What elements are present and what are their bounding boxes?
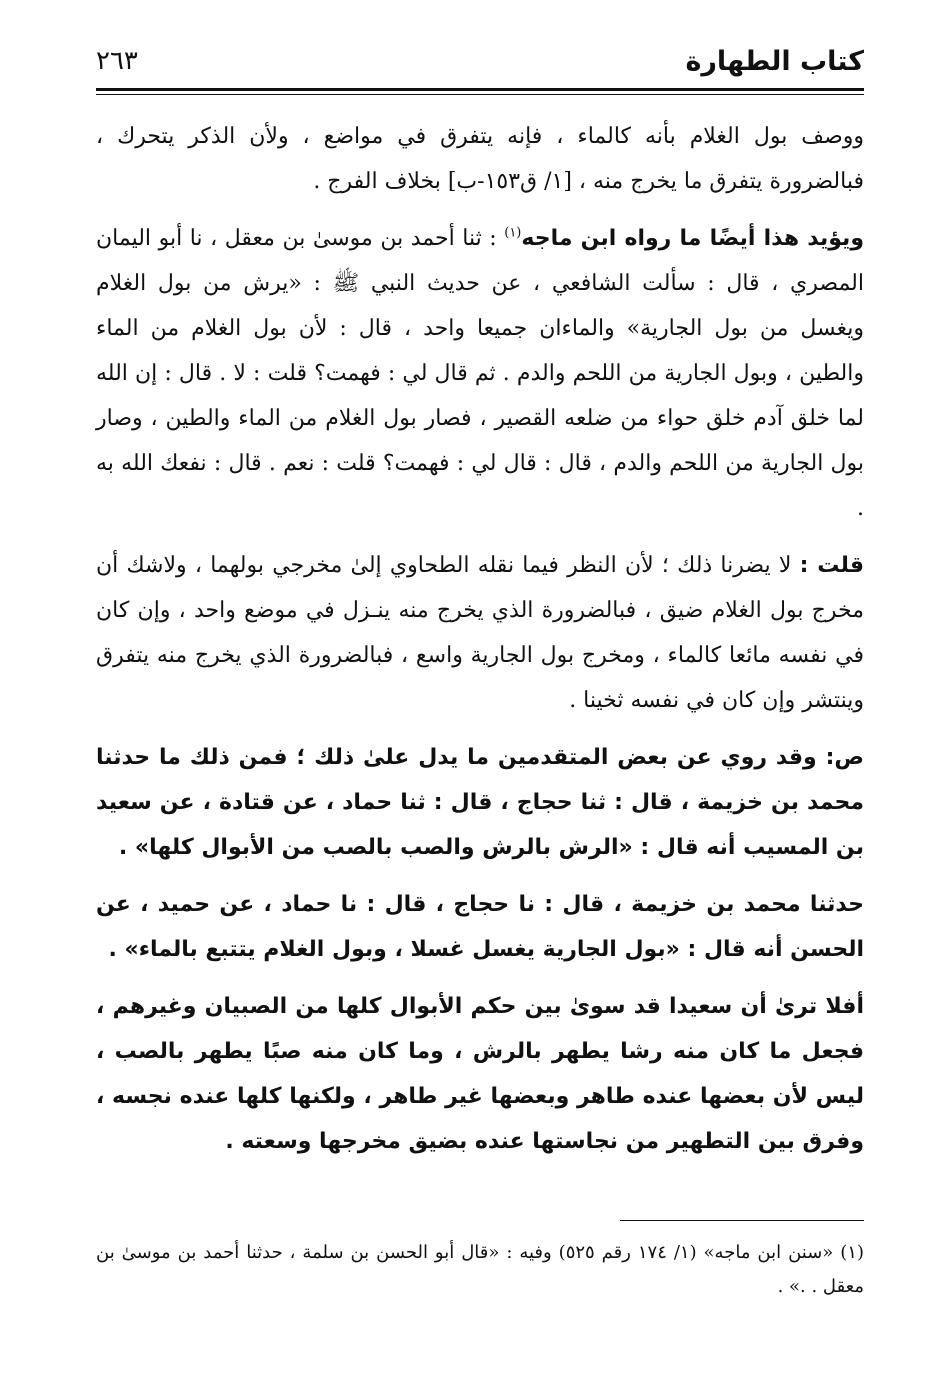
paragraph-text: حدثنا محمد بن خزيمة ، قال : نا حجاج ، قال : نا حماد ، عن حميد ، عن الحسن أنه قال : «بول الجارية يغسل غسلا ، وبول الغلام يتتبع بالماء» .: [96, 892, 864, 962]
header-rule-thin: [96, 94, 864, 95]
footnote-text: (١) «سنن ابن ماجه» (١/ ١٧٤ رقم ٥٢٥) وفيه : «قال أبو الحسن بن سلمة ، حدثنا أحمد بن موسىٰ بن معقل . .» .: [96, 1242, 864, 1297]
footnote: [96, 1236, 864, 1304]
paragraph-lead: قلت :: [799, 553, 864, 578]
paragraph-lead: ويؤيد هذا أيضًا ما رواه ابن ماجه: [521, 226, 864, 251]
page-number: ٢٦٣: [96, 46, 138, 76]
header-rule-thick: [96, 88, 864, 91]
paragraph-text: : ثنا أحمد بن موسىٰ بن معقل ، نا أبو اليمان المصري ، قال : سألت الشافعي ، عن حديث النبي ﷺ : «يرش من بول الغلام ويغسل من بول الجارية» والماءان جميعا واحد ، قال : لأن بول الغلام من الماء والطين ، وبول الجارية من اللحم والدم . ثم قال لي : فهمت؟ قلت : لا . قال : إن الله لما خلق آدم خلق حواء من ضلعه القصير ، فصار بول الغلام من الماء والطين ، وصار بول الجارية من اللحم والدم ، قال : قال لي : فهمت؟ قلت : نعم . قال : نفعك الله به .: [96, 226, 864, 521]
paragraph-text: لا يضرنا ذلك ؛ لأن النظر فيما نقله الطحاوي إلىٰ مخرجي بولهما ، ولاشك أن مخرج بول الغلام ضيق ، فبالضرورة الذي يخرج منه ينـزل في موضع واحد ، وإن كان في نفسه مائعا كالماء ، ومخرج بول الجارية واسع ، فبالضرورة الذي يخرج منه يتفرق وينتشر وإن كان في نفسه ثخينا .: [96, 553, 864, 713]
footnote-reference: (١): [504, 225, 522, 241]
chapter-title: كتاب الطهارة: [685, 46, 864, 77]
paragraph-2: [96, 216, 864, 531]
paragraph-text: ووصف بول الغلام بأنه كالماء ، فإنه يتفرق في مواضع ، ولأن الذكر يتحرك ، فبالضرورة يتفرق ما يخرج منه ، [١/ ق١٥٣-ب] بخلاف الفرج .: [96, 124, 864, 194]
paragraph-4: [96, 735, 864, 870]
paragraph-1: [96, 114, 864, 204]
paragraph-5: [96, 882, 864, 972]
main-text: [96, 114, 864, 1176]
running-header: [96, 40, 864, 84]
paragraph-text: ص: وقد روي عن بعض المتقدمين ما يدل علىٰ ذلك ؛ فمن ذلك ما حدثنا محمد بن خزيمة ، قال : ثنا حجاج ، قال : ثنا حماد ، عن قتادة ، عن سعيد بن المسيب أنه قال : «الرش بالرش والصب بالصب من الأبوال كلها» .: [96, 745, 864, 860]
paragraph-3: [96, 543, 864, 723]
paragraph-6: [96, 984, 864, 1164]
paragraph-text: أفلا ترىٰ أن سعيدا قد سوىٰ بين حكم الأبوال كلها من الصبيان وغيرهم ، فجعل ما كان منه رشا يطهر بالرش ، وما كان منه صبًا يطهر بالصب ، ليس لأن بعضها عنده طاهر وبعضها غير طاهر ، ولكنها كلها عنده نجسه ، وفرق بين التطهير من نجاستها عنده بضيق مخرجها وسعته .: [96, 994, 864, 1154]
footnote-separator: [620, 1220, 864, 1221]
